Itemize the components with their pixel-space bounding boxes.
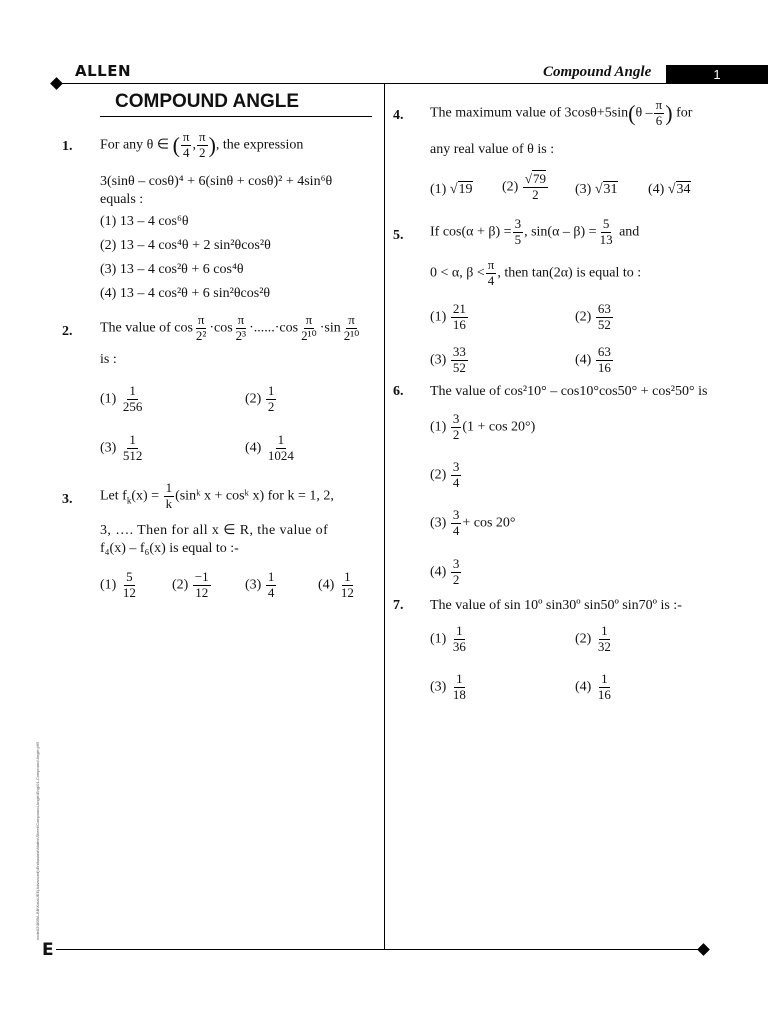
q3-option-3[interactable]: (3) $\frac{1}{4}$ — [245, 569, 275, 600]
q1-option-2[interactable]: (2) 13 – 4 cos⁴θ + 2 sin²θcos²θ — [100, 238, 271, 253]
header-rule — [56, 83, 768, 84]
q3-option-1[interactable]: (1) $\frac{5}{12}$ — [100, 569, 136, 600]
q3-line2: 3, …. Then for all x ∈ R, the value of — [100, 523, 329, 538]
q7-number: 7. — [393, 598, 404, 613]
q4-stem: The maximum value of 3cosθ+5sin(θ – $\frac{\pi}{6}$ ) for — [430, 97, 693, 128]
q5-line2: 0 < α, β < $\frac{\pi}{4}$ , then tan(2α) is equal to : — [430, 257, 642, 288]
q4-option-2[interactable]: (2) $\frac{√79}{2}$ — [502, 171, 546, 202]
side-file-path: node02\B0BA-BB\Kota\JEE(Advanced)\Enthusiast\Maths\Sheet\Compound Angle\Eng\01-Compound Angle.p65 — [35, 741, 40, 940]
q5-option-3[interactable]: (3) $\frac{33}{52}$ — [430, 344, 466, 375]
q6-option-2[interactable]: (2) $\frac{3}{4}$ — [430, 459, 460, 490]
q5-number: 5. — [393, 228, 404, 243]
q5-stem: If cos(α + β) = $\frac{3}{5}$ , sin(α – β) = $\frac{5}{13}$ and — [430, 216, 640, 247]
q5-option-4[interactable]: (4) $\frac{63}{16}$ — [575, 344, 611, 375]
q3-stem: Let $f_k(x)$ = $\frac{1}{k}$ (sinᵏ x + cosᵏ x) for k = 1, 2, — [100, 480, 334, 511]
q6-stem: The value of cos²10° – cos10°cos50° + cos²50° is — [430, 384, 708, 399]
q6-option-3[interactable]: (3) $\frac{3}{4}$ + cos 20° — [430, 507, 516, 538]
q3-line3: f₄(x) – f₆(x) is equal to :- — [100, 541, 239, 556]
q6-number: 6. — [393, 384, 404, 399]
q2-number: 2. — [62, 324, 73, 339]
q2-option-4[interactable]: (4) $\frac{1}{1024}$ — [245, 432, 294, 463]
q4-line2: any real value of θ is : — [430, 142, 555, 157]
q4-option-4[interactable]: (4) √34 — [648, 182, 691, 197]
q2-option-3[interactable]: (3) $\frac{1}{512}$ — [100, 432, 143, 463]
footer-rule — [56, 949, 704, 950]
q5-option-2[interactable]: (2) $\frac{63}{52}$ — [575, 301, 611, 332]
q3-option-4[interactable]: (4) $\frac{1}{12}$ — [318, 569, 354, 600]
q2-option-2[interactable]: (2) $\frac{1}{2}$ — [245, 383, 275, 414]
q4-option-1[interactable]: (1) √19 — [430, 182, 473, 197]
q7-option-3[interactable]: (3) $\frac{1}{18}$ — [430, 671, 466, 702]
q1-option-3[interactable]: (3) 13 – 4 cos²θ + 6 cos⁴θ — [100, 262, 244, 277]
footer-diamond-icon — [697, 943, 710, 956]
q3-number: 3. — [62, 492, 73, 507]
q1-equals: equals : — [100, 192, 144, 207]
q7-option-1[interactable]: (1) $\frac{1}{36}$ — [430, 623, 466, 654]
q4-number: 4. — [393, 108, 404, 123]
q2-option-1[interactable]: (1) $\frac{1}{256}$ — [100, 383, 143, 414]
q1-option-1[interactable]: (1) 13 – 4 cos⁶θ — [100, 214, 189, 229]
q1-stem: For any θ ∈ ( $\frac{\pi}{4}$ , $\frac{\pi}{2}$ ), the expression — [100, 129, 304, 160]
q7-option-2[interactable]: (2) $\frac{1}{32}$ — [575, 623, 611, 654]
column-divider — [384, 84, 385, 950]
q2-stem: The value of cos $\frac{\pi}{\text{2²}}$ ·cos $\frac{\pi}{\text{2³}}$ ·......·cos $\frac{\pi}{\text{2¹⁰}}$ ·sin $\frac{\pi}{\text{2¹⁰}}$ — [100, 312, 360, 343]
q1-expression: 3(sinθ – cosθ)⁴ + 6(sinθ + cosθ)² + 4sin⁶θ — [100, 174, 333, 189]
q6-option-4[interactable]: (4) $\frac{3}{2}$ — [430, 556, 460, 587]
q1-option-4[interactable]: (4) 13 – 4 cos²θ + 6 sin²θcos²θ — [100, 286, 271, 301]
q2-is: is : — [100, 352, 117, 367]
allen-logo: ALLEN — [75, 62, 132, 80]
q5-option-1[interactable]: (1) $\frac{21}{16}$ — [430, 301, 466, 332]
section-title: COMPOUND ANGLE — [115, 91, 300, 112]
q6-option-1[interactable]: (1) $\frac{3}{2}$ (1 + cos 20°) — [430, 411, 536, 442]
header-title: Compound Angle — [543, 64, 652, 80]
q4-option-3[interactable]: (3) √31 — [575, 182, 618, 197]
page-number: 1 — [666, 65, 768, 84]
q1-number: 1. — [62, 139, 73, 154]
section-underline — [100, 116, 372, 117]
footer-letter: E — [42, 940, 54, 960]
q7-option-4[interactable]: (4) $\frac{1}{16}$ — [575, 671, 611, 702]
q7-stem: The value of sin 10º sin30º sin50º sin70º is :- — [430, 598, 682, 613]
q3-option-2[interactable]: (2) $\frac{-1}{12}$ — [172, 569, 209, 600]
